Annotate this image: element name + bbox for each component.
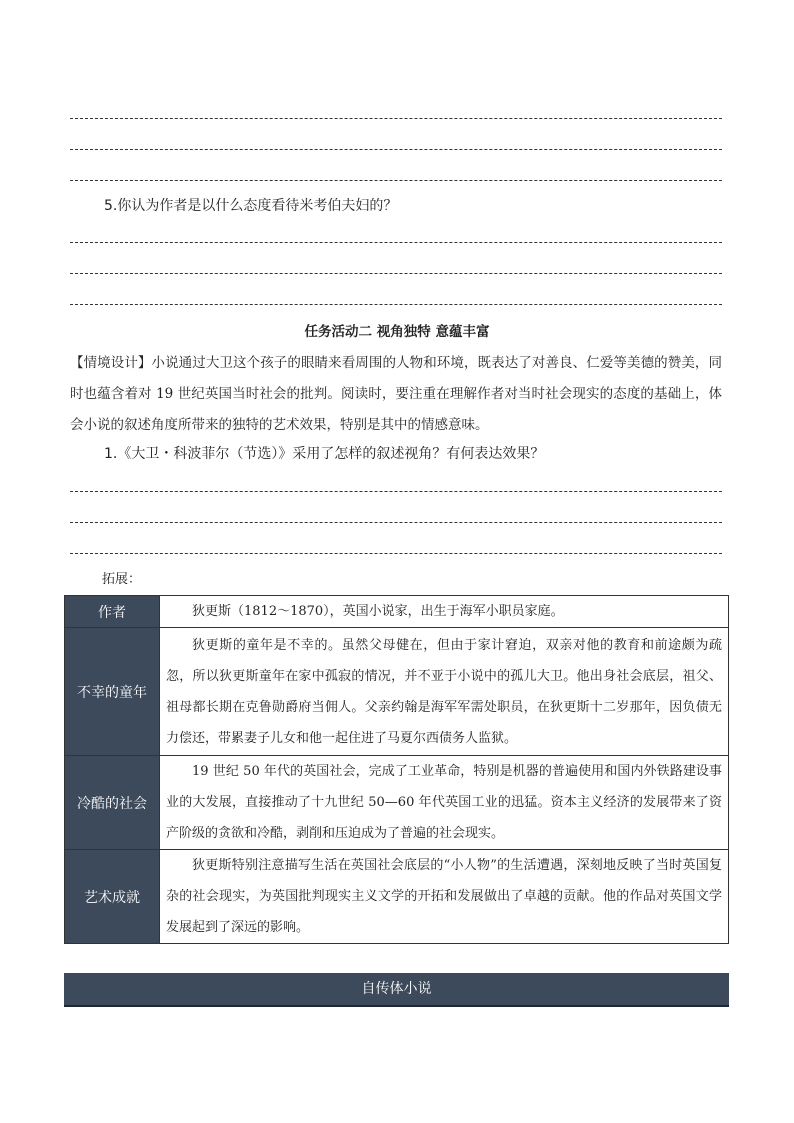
answer-line xyxy=(70,242,722,243)
answer-line xyxy=(70,180,722,181)
row-label-author: 作者 xyxy=(65,596,160,628)
row-content-text: 狄更斯的童年是不幸的。虽然父母健在，但由于家计窘迫，双亲对他的教育和前途颇为疏忽，所以狄更斯童年在家中孤寂的情况，并不亚于小说中的孤儿大卫。他出身社会底层，祖父、祖母都长期在克鲁勋爵府当佣人。父亲约翰是海军军需处职员，在狄更斯十二岁那年，因负债无力偿还，带累妻子儿女和他一起住进了马夏尔西债务人监狱。 xyxy=(166,637,722,746)
table-row xyxy=(65,850,729,944)
question-1: 1.《大卫・科波菲尔（节选）》采用了怎样的叙述视角？有何表达效果？ xyxy=(104,446,545,462)
answer-line xyxy=(70,149,722,150)
scenario-paragraph: 【情境设计】小说通过大卫这个孩子的眼睛来看周围的人物和环境，既表达了对善良、仁爱等美德的赞美，同时也蕴含着对 19 世纪英国当时社会的批判。阅读时，要注重在理解作者对当时社会现实的态度的基础上，体会小说的叙述角度所带来的独特的艺术效果，特别是其中的情感意味。 xyxy=(70,355,722,433)
answer-line xyxy=(70,304,722,305)
autobiographical-novel-banner: 自传体小说 xyxy=(64,973,729,1007)
extension-label: 拓展： xyxy=(102,572,142,587)
row-content-text: 狄更斯（1812～1870），英国小说家，出生于海军小职员家庭。 xyxy=(192,604,564,619)
answer-line xyxy=(70,522,722,523)
answer-line xyxy=(70,273,722,274)
row-content-society xyxy=(160,756,729,850)
table-row xyxy=(65,628,729,756)
row-content-childhood xyxy=(160,628,729,756)
answer-line xyxy=(70,491,722,492)
row-content-author xyxy=(160,596,729,628)
row-label-childhood: 不幸的童年 xyxy=(65,628,160,756)
dickens-info-table xyxy=(64,595,729,944)
answer-line xyxy=(70,118,722,119)
table-row xyxy=(65,596,729,628)
answer-line xyxy=(70,553,722,554)
row-label-society: 冷酷的社会 xyxy=(65,756,160,850)
row-content-achievement xyxy=(160,850,729,944)
section-title: 任务活动二 视角独特 意蕴丰富 xyxy=(304,324,490,340)
table-row xyxy=(65,756,729,850)
row-label-achievement: 艺术成就 xyxy=(65,850,160,944)
row-content-text: 狄更斯特别注意描写生活在英国社会底层的“小人物”的生活遭遇，深刻地反映了当时英国复杂的社会现实，为英国批判现实主义文学的开拓和发展做出了卓越的贡献。他的作品对英国文学发展起到了深远的影响。 xyxy=(166,858,722,935)
row-content-text: 19 世纪 50 年代的英国社会，完成了工业革命，特别是机器的普遍使用和国内外铁路建设事业的大发展，直接推动了十九世纪 50—60 年代英国工业的迅猛。资本主义经济的发展带来了资产阶级的贪欲和冷酷，剥削和压迫成为了普遍的社会现实。 xyxy=(166,764,722,841)
question-5: 5.你认为作者是以什么态度看待米考伯夫妇的？ xyxy=(104,198,398,214)
